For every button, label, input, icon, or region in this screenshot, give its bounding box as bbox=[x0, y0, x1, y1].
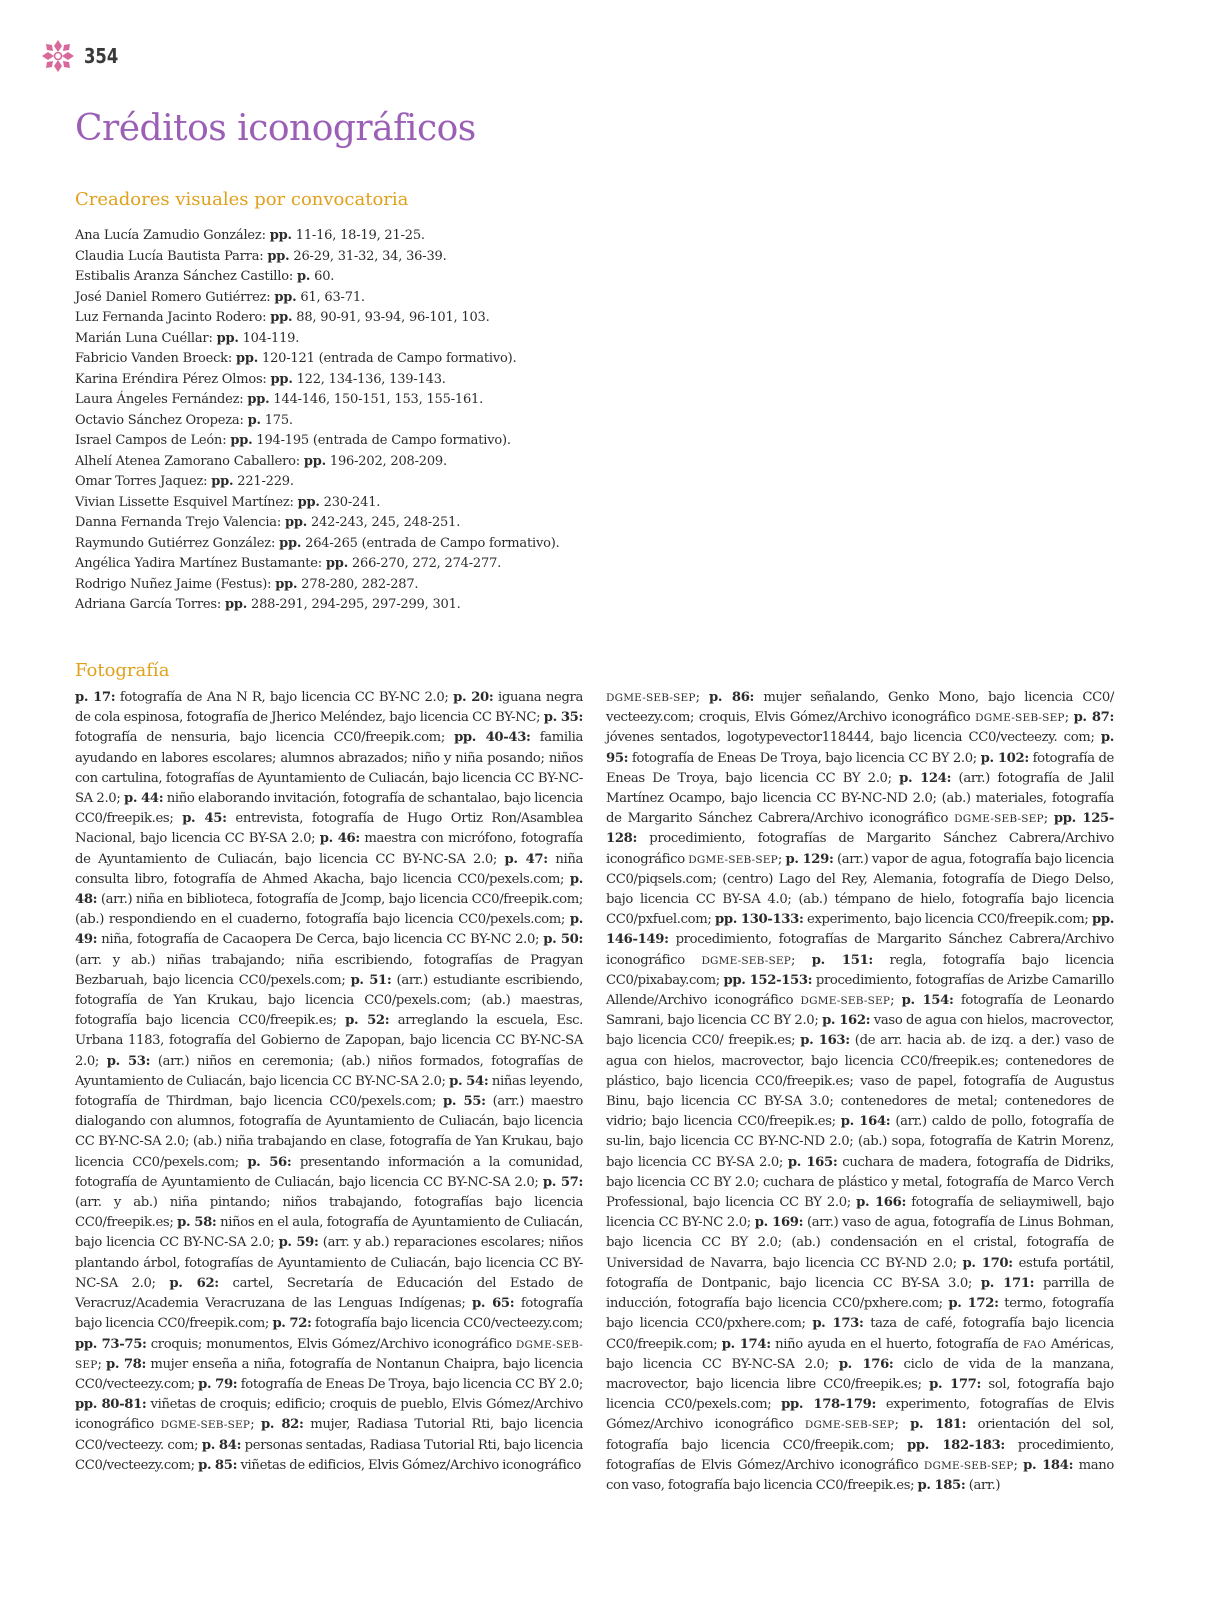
page-reference: p. 48: bbox=[75, 871, 583, 908]
archive-code: DGME-SEB-SEP bbox=[701, 954, 792, 967]
credit-text: mujer señalando, Genko Mono, bajo licencia CC0/ vecteezy.com; croquis, Elvis Gómez/Archivo iconográfico bbox=[606, 690, 1114, 726]
credit-text: mujer enseña a niña, fotografía de Nontanun Chaipra, bajo licencia CC0/vecteezy.com; bbox=[75, 1356, 584, 1392]
page-reference: p. 85: bbox=[198, 1457, 238, 1473]
creator-pages: 196-202, 208-209. bbox=[325, 453, 447, 469]
creator-name: Israel Campos de León: bbox=[75, 433, 227, 448]
creator-name: Rodrigo Nuñez Jaime (Festus): bbox=[75, 576, 272, 592]
page-reference: p. 185: bbox=[917, 1477, 966, 1493]
credit-text: niña consulta libro, fotografía de Ahmed Akacha, bajo licencia CC0/pexels.com; bbox=[75, 851, 583, 887]
creator-pages-prefix: pp. bbox=[325, 556, 349, 571]
creator-pages: 88, 90-91, 93-94, 96-101, 103. bbox=[292, 310, 490, 325]
creator-pages: 60. bbox=[310, 269, 335, 284]
page-reference: p. 51: bbox=[350, 972, 392, 988]
creator-entry bbox=[75, 308, 560, 329]
creator-name: Claudia Lucía Bautista Parra: bbox=[75, 248, 264, 264]
creator-entry bbox=[75, 329, 560, 350]
credit-text: (arr.) caldo de pollo, fotografía de su-lin, bajo licencia CC BY-NC-ND 2.0; (ab.) sopa, fotografía de Katrin Morenz, bajo licencia CC BY-SA 2.0; bbox=[606, 1114, 1114, 1170]
page-reference: p. 102: bbox=[980, 750, 1029, 766]
creator-pages-prefix: pp. bbox=[270, 310, 293, 325]
credit-text: (arr.) vapor de agua, fotografía bajo licencia CC0/piqsels.com; (centro) Lago del Rey, Alemania, fotografía de Diego Delso, bajo licencia CC BY-SA 4.0; (ab.) témpano de hielo, fotografía bajo licencia CC0/pxfuel.com; bbox=[606, 851, 1114, 928]
credit-text: niño ayuda en el huerto, fotografía de bbox=[770, 1336, 1023, 1352]
creator-pages-prefix: pp. bbox=[235, 351, 259, 366]
credit-text: viñetas de croquis; edificio; croquis de pueblo, Elvis Gómez/Archivo iconográfico bbox=[75, 1397, 583, 1433]
photo-credits-right-column bbox=[606, 688, 1114, 1496]
creator-pages-prefix: pp. bbox=[284, 515, 308, 530]
page-reference: p. 17: bbox=[75, 690, 116, 705]
credit-text: fotografía de nensuria, bajo licencia CC0/freepik.com; bbox=[75, 730, 455, 746]
creator-entry bbox=[75, 267, 560, 288]
page-reference: pp. 182-183: bbox=[907, 1437, 1005, 1453]
creator-pages: 104-119. bbox=[238, 330, 300, 346]
credit-text: parrilla de inducción, fotografía bajo licencia CC0/pxhere.com; bbox=[606, 1275, 1114, 1312]
creator-entry bbox=[75, 288, 560, 309]
page-reference: p. 181: bbox=[910, 1417, 967, 1433]
credit-text: Américas, bajo licencia CC BY-NC-SA 2.0; bbox=[606, 1336, 1114, 1372]
page-reference: p. 171: bbox=[980, 1275, 1035, 1291]
page-number: 354 bbox=[84, 44, 119, 68]
page-reference: p. 49: bbox=[75, 912, 583, 948]
creator-pages-prefix: pp. bbox=[211, 474, 234, 489]
page-reference: p. 72: bbox=[272, 1316, 312, 1332]
credit-text: (arr.) fotografía de Jalil Martínez Ocampo, bajo licencia CC BY-NC-ND 2.0; (ab.) materiales, fotografía de Margarito Sánchez Cabrera/Archivo iconográfico bbox=[606, 770, 1114, 827]
creator-pages-prefix: pp. bbox=[297, 494, 320, 510]
creator-pages: 61, 63-71. bbox=[296, 289, 365, 305]
page-reference: p. 50: bbox=[543, 932, 583, 948]
creator-pages: 288-291, 294-295, 297-299, 301. bbox=[247, 597, 461, 612]
credit-text: fotografía de Eneas De Troya, bajo licencia CC BY 2.0; bbox=[628, 750, 981, 766]
archive-code: DGME-SEB-SEP bbox=[160, 1419, 251, 1432]
credit-text: niña, fotografía de Cacaopera De Cerca, bajo licencia CC BY-NC 2.0; bbox=[97, 932, 544, 948]
credit-text: fotografía de seliaymiwell, bajo licencia CC BY-NC 2.0; bbox=[606, 1195, 1114, 1231]
page-reference: p. 59: bbox=[278, 1235, 319, 1251]
creator-pages: 230-241. bbox=[319, 494, 381, 510]
page-reference: p. 55: bbox=[443, 1094, 486, 1110]
page-reference: pp. 73-75: bbox=[75, 1336, 147, 1352]
page-reference: p. 172: bbox=[948, 1296, 999, 1312]
credit-text: arreglando la escuela, Esc. Urbana 1183, fotografía del Gobierno de Zapopan, bajo licencia CC BY-NC-SA 2.0; bbox=[75, 1013, 583, 1069]
credit-text: fotografía bajo licencia CC0/freepik.com; bbox=[75, 1296, 583, 1332]
creator-name: Vivian Lissette Esquivel Martínez: bbox=[75, 494, 294, 510]
credit-text: estufa portátil, fotografía de Dontpanic, bajo licencia CC BY-SA 3.0; bbox=[606, 1255, 1114, 1291]
page-reference: p. 47: bbox=[504, 851, 548, 867]
creator-pages-prefix: pp. bbox=[303, 453, 326, 469]
credit-text: niño elaborando invitación, fotografía de schantalao, bajo licencia CC0/freepik.es; bbox=[75, 791, 584, 827]
page-reference: p. 56: bbox=[247, 1154, 292, 1170]
credit-text: niños en el aula, fotografía de Ayuntamiento de Culiacán, bajo licencia CC BY-NC-SA 2.0; bbox=[75, 1215, 583, 1251]
credit-text: procedimiento, fotografías de Arizbe Camarillo Allende/Archivo iconográfico bbox=[606, 972, 1114, 1009]
credit-text: termo, fotografía bajo licencia CC0/pxhere.com; bbox=[606, 1296, 1114, 1332]
credit-text: ; bbox=[1013, 1457, 1024, 1473]
page-reference: p. 165: bbox=[787, 1154, 838, 1170]
page-reference: p. 53: bbox=[106, 1053, 151, 1069]
page-title: Créditos iconográficos bbox=[75, 108, 476, 149]
archive-code: DGME-SEB-SEP bbox=[923, 1459, 1014, 1472]
creator-name: Luz Fernanda Jacinto Rodero: bbox=[75, 310, 267, 325]
credit-text: (arr. y ab.) niñas trabajando; niña escribiendo, fotografías de Pragyan Bezbaruah, bajo licencia CC0/pexels.com; bbox=[75, 952, 583, 988]
page-reference: pp. 125-128: bbox=[606, 811, 1114, 847]
credit-text: (arr.) vaso de agua, fotografía de Linus Bohman, bajo licencia CC BY 2.0; (ab.) condensación en el cristal, fotografía de Universidad de Navarra, bajo licencia CC BY-ND 2.0; bbox=[606, 1215, 1114, 1271]
creator-pages: 221-229. bbox=[233, 474, 294, 489]
creator-entry bbox=[75, 452, 560, 473]
creator-entry bbox=[75, 575, 560, 596]
credit-text: (arr.) niños en ceremonia; (ab.) niños formados, fotografías de Ayuntamiento de Culiacán, bajo licencia CC BY-NC-SA 2.0; bbox=[75, 1053, 583, 1089]
credit-text: orientación del sol, fotografía bajo licencia CC0/freepik.com; bbox=[606, 1417, 1115, 1453]
page-reference: p. 62: bbox=[169, 1275, 219, 1291]
credit-text: ; bbox=[1043, 811, 1054, 827]
archive-code: FAO bbox=[1022, 1338, 1047, 1351]
creator-pages: 26-29, 31-32, 34, 36-39. bbox=[289, 248, 447, 264]
creator-pages-prefix: pp. bbox=[247, 392, 270, 407]
archive-code: DGME-SEB-SEP bbox=[804, 1419, 895, 1432]
page-reference: p. 95: bbox=[606, 730, 1114, 766]
creator-pages-prefix: pp. bbox=[270, 371, 293, 387]
creator-pages-prefix: pp. bbox=[269, 228, 292, 243]
credit-text: ; bbox=[890, 993, 902, 1009]
creator-name: José Daniel Romero Gutiérrez: bbox=[75, 289, 271, 305]
creator-pages-prefix: pp. bbox=[279, 535, 302, 551]
creator-entry bbox=[75, 411, 560, 432]
creator-pages: 264-265 (entrada de Campo formativo). bbox=[301, 535, 560, 551]
credit-text: (arr.) estudiante escribiendo, fotografía de Yan Krukau, bajo licencia CC0/pexels.com; (ab.) maestras, fotografía bajo licencia CC0/freepik.es; bbox=[75, 972, 583, 1029]
creator-entry bbox=[75, 431, 560, 452]
creator-pages: 266-270, 272, 274-277. bbox=[348, 556, 502, 571]
creator-entry bbox=[75, 390, 560, 411]
creator-pages-prefix: p. bbox=[296, 269, 311, 284]
credit-text: entrevista, fotografía de Hugo Ortiz Ron/Asamblea Nacional, bajo licencia CC BY-SA 2.0; bbox=[75, 811, 583, 847]
page-reference: pp. 152-153: bbox=[723, 972, 813, 988]
creator-entry bbox=[75, 226, 560, 247]
creator-name: Marián Luna Cuéllar: bbox=[75, 330, 213, 346]
page-reference: p. 176: bbox=[838, 1356, 894, 1372]
page-reference: p. 129: bbox=[785, 851, 834, 867]
creator-pages-prefix: pp. bbox=[216, 330, 239, 346]
credit-text: maestra con micrófono, fotografía de Ayuntamiento de Culiacán, bajo licencia CC BY-NC-SA 2.0; bbox=[75, 831, 583, 867]
credit-text: ciclo de vida de la manzana, macrovector, bajo licencia libre CC0/freepik.es; bbox=[606, 1356, 1114, 1392]
credit-text: regla, fotografía bajo licencia CC0/pixabay.com; bbox=[606, 952, 1115, 988]
page-reference: p. 84: bbox=[201, 1437, 242, 1453]
credit-text: (de arr. hacia ab. de izq. a der.) vaso de agua con hielos, macrovector, bajo licencia CC0/freepik.es; contenedores de plástico, bajo licencia CC0/freepik.es; vaso de papel, fotografía de Augustus Binu, bajo licencia CC BY-SA 3.0; contenedores de metal; contenedores de vidrio; bajo licencia CC0/freepik.es; bbox=[606, 1033, 1115, 1130]
page-reference: p. 52: bbox=[345, 1013, 390, 1029]
page-reference: p. 174: bbox=[721, 1336, 771, 1352]
creator-name: Karina Eréndira Pérez Olmos: bbox=[75, 371, 267, 387]
creator-name: Ana Lucía Zamudio González: bbox=[75, 228, 266, 243]
page-reference: p. 79: bbox=[198, 1376, 238, 1392]
credit-text: (arr.) bbox=[965, 1477, 1001, 1493]
credit-text: iguana negra de cola espinosa, fotografía de Jherico Meléndez, bajo licencia CC BY-NC; bbox=[75, 690, 584, 726]
credit-text: experimento, fotografías de Elvis Gómez/Archivo iconográfico bbox=[606, 1397, 1115, 1433]
credit-text: mano con vaso, fotografía bajo licencia CC0/freepik.es; bbox=[606, 1457, 1114, 1493]
creator-pages-prefix: pp. bbox=[224, 597, 248, 612]
page-reference: p. 44: bbox=[123, 791, 164, 807]
credit-text: procedimiento, fotografías de Margarito Sánchez Cabrera/Archivo iconográfico bbox=[606, 831, 1114, 867]
archive-code: DGME-SEB-SEP bbox=[688, 853, 778, 866]
credit-text: familia ayudando en labores escolares; alumnos abrazados; niño y niña posando; niños con cartulina, fotografías de Ayuntamiento de Culiacán, bajo licencia CC BY-NC-SA 2.0; bbox=[75, 730, 584, 807]
page-reference: p. 166: bbox=[856, 1195, 906, 1211]
creator-name: Raymundo Gutiérrez González: bbox=[75, 535, 276, 551]
credit-text: presentando información a la comunidad, fotografía de Ayuntamiento de Culiacán, bajo licencia CC BY-NC-SA 2.0; bbox=[75, 1154, 584, 1190]
creator-entry bbox=[75, 247, 560, 268]
creator-name: Angélica Yadira Martínez Bustamante: bbox=[75, 556, 322, 571]
credit-text: fotografía de Ana N R, bajo licencia CC BY-NC 2.0; bbox=[115, 690, 454, 705]
creator-pages: 144-146, 150-151, 153, 155-161. bbox=[269, 392, 484, 407]
credit-text: cartel, Secretaría de Educación del Estado de Veracruz/Academia Veracruzana de las Lenguas Indígenas; bbox=[75, 1275, 583, 1312]
credit-text: procedimiento, fotografías de Elvis Gómez/Archivo iconográfico bbox=[606, 1437, 1114, 1473]
credit-text: ; bbox=[777, 851, 786, 867]
creator-pages: 11-16, 18-19, 21-25. bbox=[291, 228, 425, 243]
page-reference: p. 45: bbox=[182, 811, 227, 827]
page-reference: p. 58: bbox=[177, 1215, 217, 1231]
creator-entry bbox=[75, 595, 560, 616]
flower-ornament-icon bbox=[40, 38, 76, 74]
page-reference: p. 65: bbox=[472, 1296, 515, 1312]
photo-credits-left-column bbox=[75, 688, 583, 1476]
creator-pages-prefix: p. bbox=[247, 412, 261, 428]
credit-text: procedimiento, fotografías de Margarito Sánchez Cabrera/Archivo iconográfico bbox=[606, 932, 1114, 968]
credit-text: (arr. y ab.) reparaciones escolares; niños plantando árbol, fotografías de Ayuntamiento de Culiacán, bajo licencia CC BY-NC-SA 2.0; bbox=[75, 1235, 583, 1291]
credit-text: taza de café, fotografía bajo licencia CC0/freepik.com; bbox=[606, 1316, 1114, 1352]
credit-text: vaso de agua con hielos, macrovector, bajo licencia CC0/ freepik.es; bbox=[606, 1013, 1114, 1049]
creator-entry bbox=[75, 472, 560, 493]
creator-entry bbox=[75, 370, 560, 391]
credit-text: (arr.) maestro dialogando con alumnos, fotografía de Ayuntamiento de Culiacán, bajo licencia CC BY-NC-SA 2.0; (ab.) niña trabajando en clase, fotografía de Yan Krukau, bajo licencia CC0/pexels.com; bbox=[75, 1094, 583, 1170]
page-reference: p. 154: bbox=[901, 993, 954, 1009]
page-reference: p. 57: bbox=[542, 1174, 583, 1190]
creator-pages: 175. bbox=[260, 412, 293, 428]
credit-text: sol, fotografía bajo licencia CC0/pexels.com; bbox=[606, 1376, 1114, 1413]
creators-list bbox=[75, 226, 560, 616]
credit-text: ; bbox=[791, 952, 812, 968]
creator-name: Octavio Sánchez Oropeza: bbox=[75, 412, 244, 428]
archive-code: DGME-SEB-SEP bbox=[606, 692, 696, 704]
credit-text: (arr. y ab.) niña pintando; niños trabajando, fotografías bajo licencia CC0/freepik.es; bbox=[75, 1195, 583, 1231]
page-reference: p. 170: bbox=[962, 1255, 1013, 1271]
creator-name: Alhelí Atenea Zamorano Caballero: bbox=[75, 453, 300, 469]
page-reference: pp. 130-133: bbox=[715, 912, 804, 928]
archive-code: DGME-SEB-SEP bbox=[800, 995, 891, 1008]
credit-text: croquis; monumentos, Elvis Gómez/Archivo iconográfico bbox=[146, 1336, 516, 1352]
creator-name: Laura Ángeles Fernández: bbox=[75, 392, 244, 407]
archive-code: DGME-SEB-SEP bbox=[975, 712, 1065, 725]
page-reference: p. 124: bbox=[899, 770, 952, 786]
credit-text: cuchara de madera, fotografía de Didriks, bajo licencia CC BY 2.0; cuchara de plástico y metal, fotografía de Marco Verch Professional, bajo licencia CC BY 2.0; bbox=[606, 1154, 1114, 1211]
page-reference: p. 78: bbox=[105, 1356, 147, 1372]
page-reference: p. 173: bbox=[812, 1316, 864, 1332]
page-reference: pp. 40-43: bbox=[454, 730, 531, 746]
creator-pages-prefix: pp. bbox=[274, 289, 297, 305]
creator-entry bbox=[75, 349, 560, 370]
creator-pages-prefix: pp. bbox=[267, 248, 290, 264]
credit-text: ; bbox=[894, 1417, 911, 1433]
creator-pages: 194-195 (entrada de Campo formativo). bbox=[252, 433, 511, 448]
page-reference: pp. 80-81: bbox=[75, 1397, 147, 1413]
creator-name: Estibalis Aranza Sánchez Castillo: bbox=[75, 269, 294, 284]
credit-text: fotografía de Leonardo Samrani, bajo licencia CC BY 2.0; bbox=[606, 993, 1114, 1029]
page-reference: p. 54: bbox=[449, 1073, 489, 1089]
page-reference: p. 82: bbox=[261, 1417, 304, 1433]
page-reference: p. 177: bbox=[929, 1376, 982, 1392]
page-reference: p. 46: bbox=[319, 831, 360, 847]
page-header bbox=[40, 38, 126, 74]
credit-text: personas sentadas, Radiasa Tutorial Rti, bajo licencia CC0/vecteezy.com; bbox=[75, 1437, 583, 1473]
page-reference: p. 151: bbox=[811, 952, 873, 968]
archive-code: DGME-SEB-SEP bbox=[954, 813, 1044, 826]
credit-text: ; bbox=[250, 1417, 262, 1433]
page-reference: p. 87: bbox=[1073, 710, 1114, 726]
creator-entry bbox=[75, 554, 560, 575]
credit-text: jóvenes sentados, logotypevector118444, bajo licencia CC0/vecteezy. com; bbox=[606, 730, 1101, 746]
credit-text: ; bbox=[97, 1356, 106, 1372]
credit-text: mujer, Radiasa Tutorial Rti, bajo licencia CC0/vecteezy. com; bbox=[75, 1417, 583, 1453]
creator-entry bbox=[75, 534, 560, 555]
credit-text: niñas leyendo, fotografía de Thirdman, bajo licencia CC0/pexels.com; bbox=[75, 1073, 584, 1110]
page-reference: p. 162: bbox=[822, 1013, 871, 1029]
page-reference: p. 184: bbox=[1023, 1457, 1074, 1473]
creator-entry bbox=[75, 493, 560, 514]
credit-text: fotografía de Eneas De Troya, bajo licencia CC BY 2.0; bbox=[606, 750, 1114, 786]
creator-entry bbox=[75, 513, 560, 534]
page-reference: p. 86: bbox=[709, 690, 755, 705]
creator-pages: 122, 134-136, 139-143. bbox=[292, 371, 446, 387]
creator-name: Danna Fernanda Trejo Valencia: bbox=[75, 515, 282, 530]
section-heading-creators: Creadores visuales por convocatoria bbox=[75, 189, 409, 210]
credit-text: fotografía de Eneas De Troya, bajo licencia CC BY 2.0; bbox=[237, 1376, 583, 1392]
creator-name: Omar Torres Jaquez: bbox=[75, 474, 208, 489]
credit-text: ; bbox=[695, 690, 710, 705]
creator-name: Fabricio Vanden Broeck: bbox=[75, 351, 233, 366]
page-reference: pp. 178-179: bbox=[781, 1397, 876, 1413]
page-reference: p. 35: bbox=[543, 710, 583, 726]
credit-text: viñetas de edificios, Elvis Gómez/Archivo iconográfico bbox=[237, 1457, 581, 1473]
credit-text: fotografía bajo licencia CC0/vecteezy.com; bbox=[311, 1316, 584, 1332]
creator-name: Adriana García Torres: bbox=[75, 597, 222, 612]
page-reference: p. 164: bbox=[840, 1114, 891, 1130]
page-reference: p. 163: bbox=[800, 1033, 850, 1049]
creator-pages-prefix: pp. bbox=[230, 433, 253, 448]
section-heading-photography: Fotografía bbox=[75, 660, 170, 681]
creator-pages: 242-243, 245, 248-251. bbox=[307, 515, 461, 530]
creator-pages-prefix: pp. bbox=[275, 576, 298, 592]
credit-text: ; bbox=[1064, 710, 1074, 726]
page-reference: p. 169: bbox=[754, 1215, 804, 1231]
credit-text: experimento, bajo licencia CC0/freepik.com; bbox=[803, 912, 1092, 928]
archive-code: DGME-SEB-SEP bbox=[75, 1338, 583, 1371]
creator-pages: 120-121 (entrada de Campo formativo). bbox=[258, 351, 517, 366]
page-reference: pp. 146-149: bbox=[606, 912, 1114, 948]
creator-pages: 278-280, 282-287. bbox=[297, 576, 419, 592]
credit-text: (arr.) niña en biblioteca, fotografía de Jcomp, bajo licencia CC0/freepik.com; (ab.) respondiendo en el cuaderno, fotografía bajo licencia CC0/pexels.com; bbox=[75, 892, 583, 928]
page-reference: p. 20: bbox=[453, 690, 494, 705]
